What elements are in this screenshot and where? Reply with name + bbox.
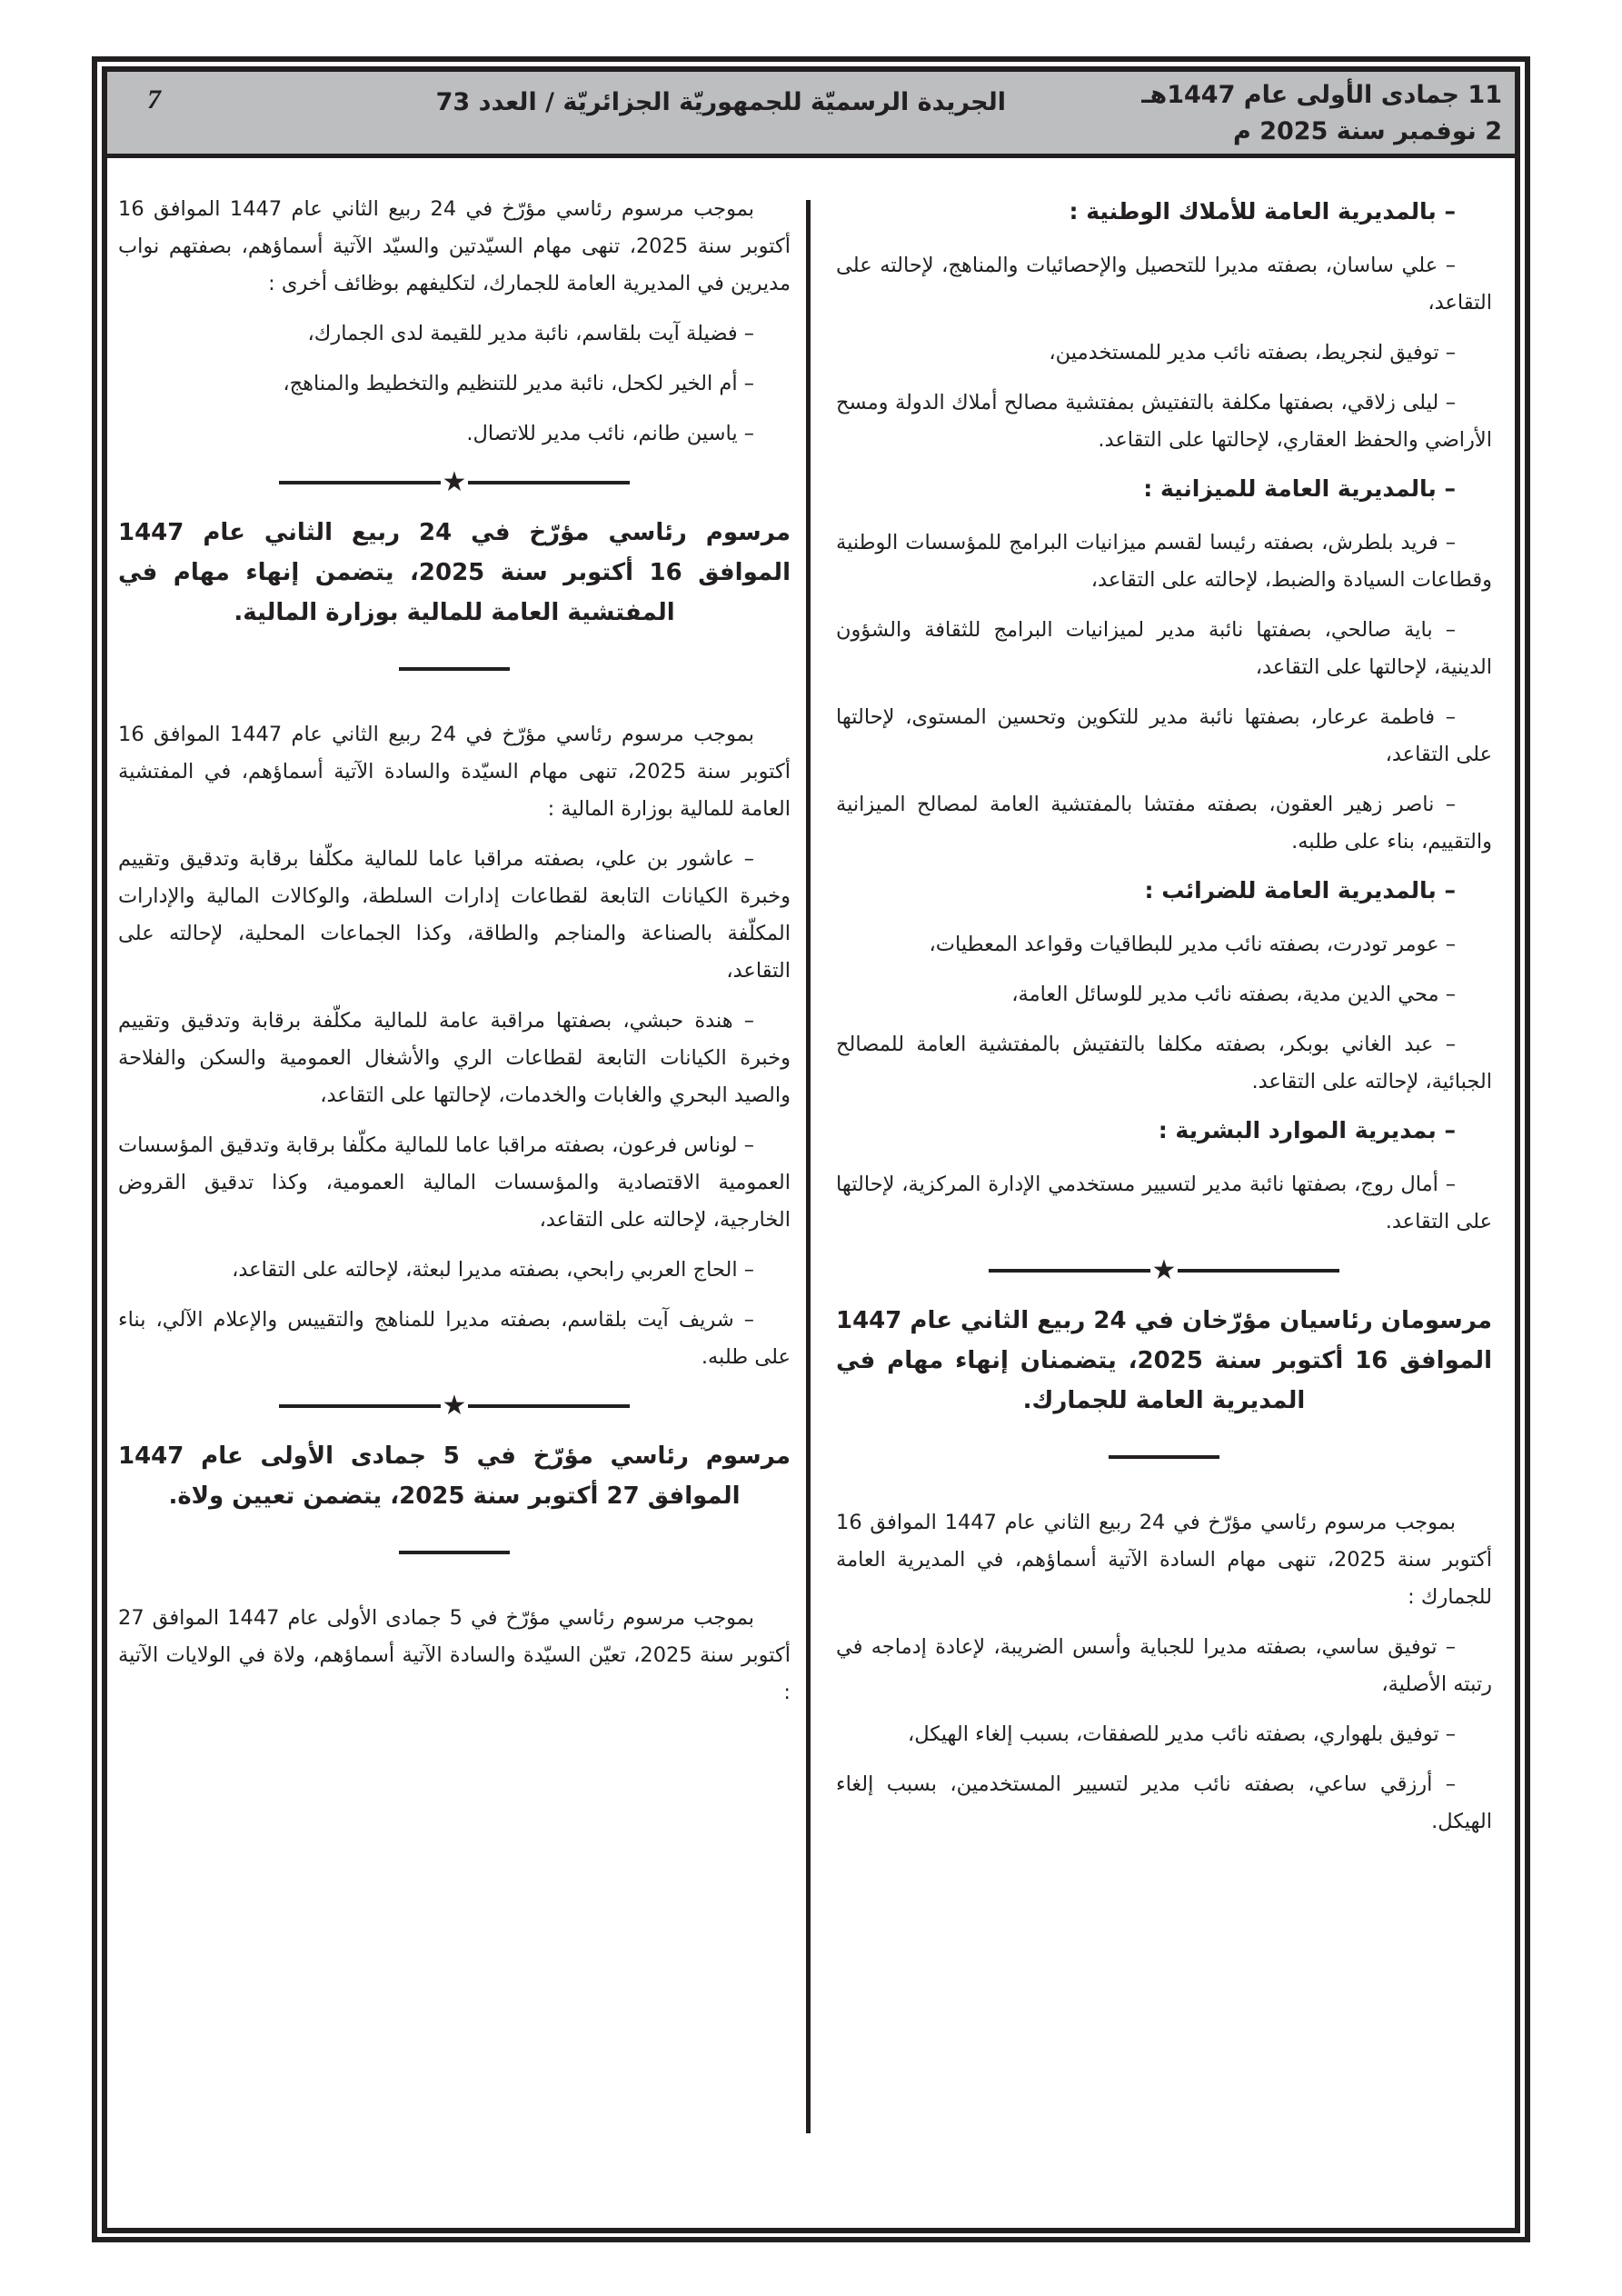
list-item: – ليلى زلاقي، بصفتها مكلفة بالتفتيش بمفتشية مصالح أملاك الدولة ومسح الأراضي والحفظ العقاري، لإحالتها على التقاعد. <box>836 391 1492 452</box>
list-item: – عاشور بن علي، بصفته مراقبا عاما للمالية مكلّفا برقابة وتدقيق وتقييم وخبرة الكيانات التابعة لقطاعات إدارات السلطة، والوكالات المالية والإدارات المكلّفة بالصناعة والمناجم والطاقة، وكذا الجماعات المحلية، لإحالته على التقاعد، <box>118 847 791 983</box>
separator-line <box>989 1269 1150 1273</box>
star-separator <box>118 1390 791 1422</box>
separator-line <box>1178 1269 1339 1273</box>
header-date-hijri: 11 جمادى الأولى عام 1447هـ <box>1141 81 1502 109</box>
separator-line <box>279 481 441 484</box>
column-divider <box>806 200 811 2133</box>
header-title: الجريدة الرسميّة للجمهوريّة الجزائريّة / العدد 73 <box>435 88 1006 116</box>
list-item: – توفيق لنجريط، بصفته نائب مدير للمستخدمين، <box>1049 341 1456 364</box>
section-heading: – بالمديرية العامة للضرائب : <box>1144 877 1456 903</box>
header-date <box>1141 77 1502 150</box>
separator-line <box>279 1404 441 1408</box>
list-item: – لوناس فرعون، بصفته مراقبا عاما للمالية مكلّفا برقابة وتدقيق المؤسسات العمومية الاقتصادية والمؤسسات المالية العمومية، وكذا تدقيق القروض الخارجية، لإحالته على التقاعد، <box>118 1133 791 1232</box>
section-heading: – بالمديرية العامة للأملاك الوطنية : <box>1069 198 1456 225</box>
list-item: – توفيق ساسي، بصفته مديرا للجباية وأسس الضريبة، لإعادة إدماجه في رتبته الأصلية، <box>836 1635 1492 1696</box>
decree-paragraph: بموجب مرسوم رئاسي مؤرّخ في 5 جمادى الأولى عام 1447 الموافق 27 أكتوبر سنة 2025، تعيّن السيّدة والسادة الآتية أسماؤهم، ولاة في الولايات الآتية : <box>118 1606 791 1704</box>
decree-title: مرسومان رئاسيان مؤرّخان في 24 ربيع الثاني عام 1447 الموافق 16 أكتوبر سنة 2025، يتضمنان إنهاء مهام في المديرية العامة للجمارك. <box>836 1307 1492 1414</box>
gazette-header <box>107 72 1515 158</box>
section-heading: – بالمديرية العامة للميزانية : <box>1143 475 1456 502</box>
list-item: – هندة حبشي، بصفتها مراقبة عامة للمالية مكلّفة برقابة وتدقيق وتقييم وخبرة الكيانات التابعة لقطاعات الري والأشغال العمومية والسكن والفلاحة والصيد البحري والغابات والخدمات، لإحالتها على التقاعد، <box>118 1009 791 1107</box>
left-column <box>118 191 791 1724</box>
page-number: 7 <box>147 85 161 115</box>
decree-title: مرسوم رئاسي مؤرّخ في 5 جمادى الأولى عام 1447 الموافق 27 أكتوبر سنة 2025، يتضمن تعيين ولاة. <box>118 1442 791 1510</box>
list-item: – باية صالحي، بصفتها نائبة مدير لميزانيات البرامج للثقافة والشؤون الدينية، لإحالتها على التقاعد، <box>836 618 1492 679</box>
list-item: – توفيق بلهواري، بصفته نائب مدير للصفقات، بسبب إلغاء الهيكل، <box>907 1722 1456 1746</box>
decree-paragraph: بموجب مرسوم رئاسي مؤرّخ في 24 ربيع الثاني عام 1447 الموافق 16 أكتوبر سنة 2025، تنهى مهام السيّدة والسادة الآتية أسماؤهم، في المفتشية العامة للمالية بوزارة المالية : <box>118 723 791 821</box>
header-date-gregorian: 2 نوفمبر سنة 2025 م <box>1233 117 1502 145</box>
star-icon: ★ <box>1151 1254 1177 1286</box>
section-heading: – بمديرية الموارد البشرية : <box>1158 1117 1456 1143</box>
star-icon: ★ <box>442 466 467 498</box>
decree-title: مرسوم رئاسي مؤرّخ في 24 ربيع الثاني عام 1447 الموافق 16 أكتوبر سنة 2025، يتضمن إنهاء مهام في المفتشية العامة للمالية بوزارة المالية. <box>118 519 791 626</box>
short-separator <box>399 667 510 671</box>
right-column <box>836 191 1492 1853</box>
list-item: – ياسين طانم، نائب مدير للاتصال. <box>466 422 754 445</box>
separator-line <box>468 1404 630 1408</box>
list-item: – علي ساسان، بصفته مديرا للتحصيل والإحصائيات والمناهج، لإحالته على التقاعد، <box>836 254 1492 314</box>
list-item: – أرزقي ساعي، بصفته نائب مدير لتسيير المستخدمين، بسبب إلغاء الهيكل. <box>836 1772 1492 1833</box>
list-item: – محي الدين مدية، بصفته نائب مدير للوسائل العامة، <box>1011 983 1456 1006</box>
separator-line <box>468 481 630 484</box>
list-item: – فاطمة عرعار، بصفتها نائبة مدير للتكوين وتحسين المستوى، لإحالتها على التقاعد، <box>836 705 1492 766</box>
short-separator <box>399 1551 510 1554</box>
list-item: – عبد الغاني بوبكر، بصفته مكلفا بالتفتيش بالمفتشية العامة للمصالح الجبائية، لإحالته على التقاعد. <box>836 1033 1492 1093</box>
star-separator <box>118 466 791 498</box>
list-item: – عومر تودرت، بصفته نائب مدير للبطاقيات وقواعد المعطيات، <box>929 933 1456 956</box>
list-item: – أمال روج، بصفتها نائبة مدير لتسيير مستخدمي الإدارة المركزية، لإحالتها على التقاعد. <box>836 1173 1492 1233</box>
list-item: – فريد بلطرش، بصفته رئيسا لقسم ميزانيات البرامج للمؤسسات الوطنية وقطاعات السيادة والضبط، لإحالته على التقاعد، <box>836 531 1492 592</box>
list-item: – فضيلة آيت بلقاسم، نائبة مدير للقيمة لدى الجمارك، <box>307 322 754 345</box>
short-separator <box>1109 1455 1219 1459</box>
star-icon: ★ <box>442 1390 467 1422</box>
list-item: – شريف آيت بلقاسم، بصفته مديرا للمناهج والتقييس والإعلام الآلي، بناء على طلبه. <box>118 1308 791 1369</box>
decree-paragraph: بموجب مرسوم رئاسي مؤرّخ في 24 ربيع الثاني عام 1447 الموافق 16 أكتوبر سنة 2025، تنهى مهام السادة الآتية أسماؤهم، في المديرية العامة للجمارك : <box>836 1511 1493 1609</box>
list-item: – أم الخير لكحل، نائبة مدير للتنظيم والتخطيط والمناهج، <box>283 372 754 395</box>
star-separator <box>836 1254 1492 1286</box>
list-item: – الحاج العربي رابحي، بصفته مديرا لبعثة، لإحالته على التقاعد، <box>232 1258 754 1282</box>
decree-paragraph: بموجب مرسوم رئاسي مؤرّخ في 24 ربيع الثاني عام 1447 الموافق 16 أكتوبر سنة 2025، تنهى مهام السيّدتين والسيّد الآتية أسماؤهم، بصفتهم نواب مديرين في المديرية العامة للجمارك، لتكليفهم بوظائف أخرى : <box>118 197 791 295</box>
list-item: – ناصر زهير العقون، بصفته مفتشا بالمفتشية العامة لمصالح الميزانية والتقييم، بناء على طلبه. <box>836 793 1492 854</box>
